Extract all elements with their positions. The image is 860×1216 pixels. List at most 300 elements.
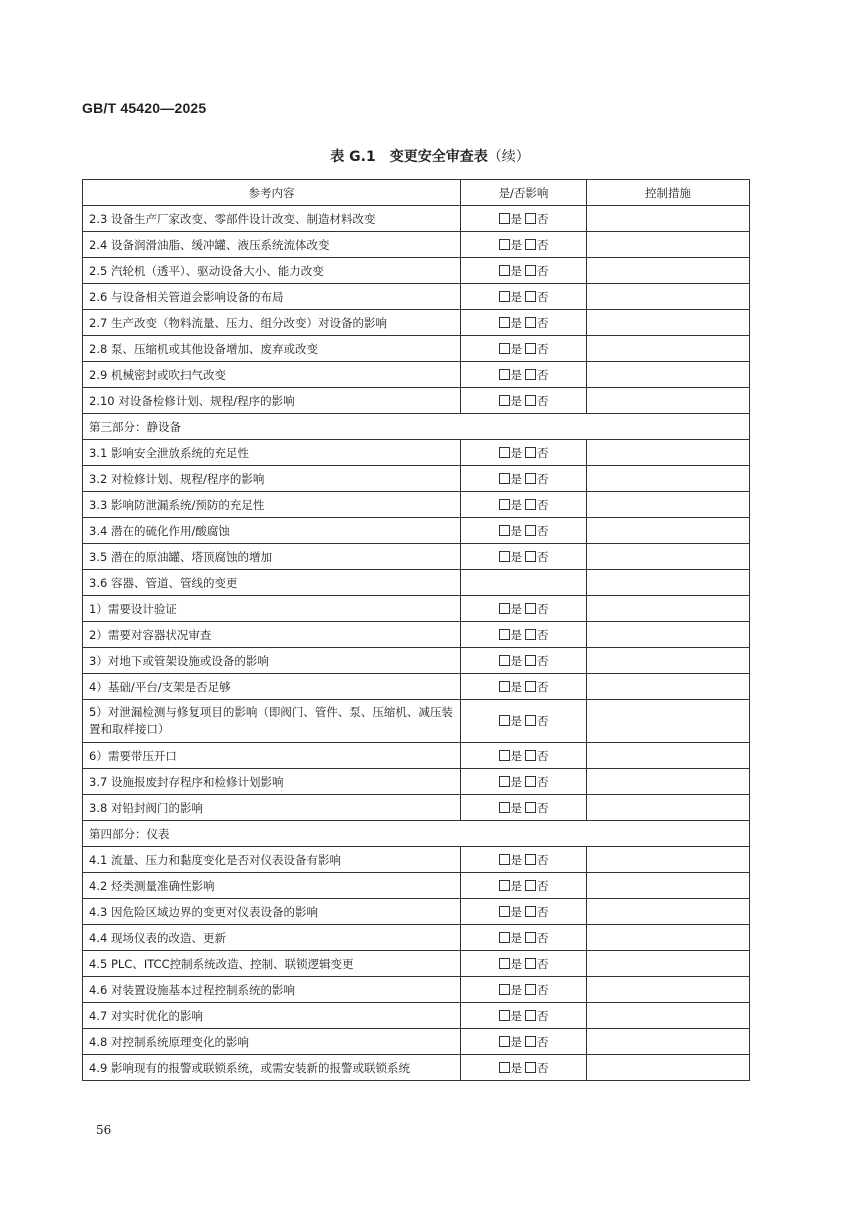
impact-option-yes[interactable]: [499, 852, 523, 868]
checkbox-label-yes: 是: [510, 627, 522, 642]
impact-option-no[interactable]: [525, 315, 549, 331]
checkbox-no[interactable]: [525, 854, 536, 865]
impact-option-yes[interactable]: [499, 878, 523, 894]
checkbox-yes[interactable]: [499, 681, 510, 692]
table-row: [83, 622, 750, 648]
checkbox-yes[interactable]: [499, 655, 510, 666]
checkbox-label-no: 否: [537, 653, 549, 668]
checkbox-label-yes: 是: [510, 341, 522, 356]
impact-option-yes[interactable]: [499, 679, 523, 695]
checkbox-label-yes: 是: [510, 237, 522, 252]
reference-content-cell: 3.7 设施报废封存程序和检修计划影响: [83, 769, 461, 795]
checkbox-label-no: 否: [537, 956, 549, 971]
impact-cell: [461, 847, 587, 873]
checkbox-label-yes: 是: [510, 774, 522, 789]
control-measure-cell[interactable]: [587, 206, 750, 232]
checkbox-label-yes: 是: [510, 1060, 522, 1075]
impact-option-yes[interactable]: [499, 393, 523, 409]
checkbox-label-no: 否: [537, 852, 549, 867]
table-title: [0, 146, 860, 166]
impact-cell: [461, 336, 587, 362]
control-measure-cell[interactable]: [587, 769, 750, 795]
reference-content-cell: 3.6 容器、管道、管线的变更: [83, 570, 461, 596]
checkbox-no[interactable]: [525, 369, 536, 380]
checkbox-label-yes: 是: [510, 982, 522, 997]
checkbox-yes[interactable]: [499, 932, 510, 943]
reference-content-cell: 3.8 对铅封阀门的影响: [83, 795, 461, 821]
checkbox-no[interactable]: [525, 880, 536, 891]
checkbox-yes[interactable]: [499, 395, 510, 406]
impact-cell: [461, 258, 587, 284]
checkbox-no[interactable]: [525, 213, 536, 224]
checkbox-yes[interactable]: [499, 715, 510, 726]
impact-option-yes[interactable]: [499, 341, 523, 357]
table-row: [83, 336, 750, 362]
checkbox-yes[interactable]: [499, 265, 510, 276]
impact-option-yes[interactable]: [499, 800, 523, 816]
reference-content-cell: 3.5 潜在的原油罐、塔顶腐蚀的增加: [83, 544, 461, 570]
table-row: [83, 769, 750, 795]
reference-content-cell: 4.7 对实时优化的影响: [83, 1003, 461, 1029]
control-measure-cell[interactable]: [587, 977, 750, 1003]
impact-option-yes[interactable]: [499, 713, 523, 730]
section-heading: 第三部分：静设备: [83, 414, 750, 440]
control-measure-cell[interactable]: [587, 1003, 750, 1029]
checkbox-label-no: 否: [537, 341, 549, 356]
table-row: [83, 743, 750, 769]
reference-content-cell: 4.9 影响现有的报警或联锁系统，或需安装新的报警或联锁系统: [83, 1055, 461, 1081]
reference-content-cell: 3.2 对检修计划、规程/程序的影响: [83, 466, 461, 492]
checkbox-label-yes: 是: [510, 393, 522, 408]
impact-option-no[interactable]: [525, 263, 549, 279]
checkbox-yes[interactable]: [499, 603, 510, 614]
impact-option-no[interactable]: [525, 367, 549, 383]
section-heading: 第四部分：仪表: [83, 821, 750, 847]
reference-content-cell: 2.10 对设备检修计划、规程/程序的影响: [83, 388, 461, 414]
reference-content-cell: 2）需要对容器状况审查: [83, 622, 461, 648]
impact-option-yes[interactable]: [499, 237, 523, 253]
section-row: [83, 821, 750, 847]
reference-content-cell: 3.1 影响安全泄放系统的充足性: [83, 440, 461, 466]
table-row: [83, 388, 750, 414]
checkbox-label-yes: 是: [510, 904, 522, 919]
control-measure-cell[interactable]: [587, 951, 750, 977]
impact-cell: [461, 873, 587, 899]
table-row: [83, 951, 750, 977]
table-row: [83, 258, 750, 284]
impact-cell: [461, 492, 587, 518]
checkbox-no[interactable]: [525, 343, 536, 354]
impact-cell: [461, 769, 587, 795]
impact-option-yes[interactable]: [499, 263, 523, 279]
checkbox-no[interactable]: [525, 1010, 536, 1021]
checkbox-yes[interactable]: [499, 317, 510, 328]
checkbox-no[interactable]: [525, 395, 536, 406]
impact-option-no[interactable]: [525, 982, 549, 998]
checkbox-label-no: 否: [537, 497, 549, 512]
checkbox-no[interactable]: [525, 1036, 536, 1047]
impact-option-yes[interactable]: [499, 289, 523, 305]
checkbox-label-yes: 是: [510, 1008, 522, 1023]
reference-content-cell: 4.6 对装置设施基本过程控制系统的影响: [83, 977, 461, 1003]
checkbox-yes[interactable]: [499, 1036, 510, 1047]
control-measure-cell[interactable]: [587, 873, 750, 899]
control-measure-cell[interactable]: [587, 258, 750, 284]
impact-cell: [461, 951, 587, 977]
checkbox-label-yes: 是: [510, 601, 522, 616]
impact-option-no[interactable]: [525, 471, 549, 487]
checkbox-label-yes: 是: [510, 852, 522, 867]
checkbox-label-no: 否: [537, 523, 549, 538]
reference-content-cell: 2.7 生产改变（物料流量、压力、组分改变）对设备的影响: [83, 310, 461, 336]
reference-content-cell: 2.8 泵、压缩机或其他设备增加、废弃或改变: [83, 336, 461, 362]
checkbox-yes[interactable]: [499, 854, 510, 865]
checkbox-yes[interactable]: [499, 213, 510, 224]
impact-option-no[interactable]: [525, 445, 549, 461]
impact-cell: [461, 310, 587, 336]
control-measure-cell[interactable]: [587, 700, 750, 743]
checkbox-label-yes: 是: [510, 800, 522, 815]
impact-cell: [461, 1029, 587, 1055]
checkbox-label-no: 否: [537, 904, 549, 919]
impact-option-yes[interactable]: [499, 956, 523, 972]
control-measure-cell[interactable]: [587, 847, 750, 873]
checkbox-label-no: 否: [537, 878, 549, 893]
impact-option-no[interactable]: [525, 289, 549, 305]
impact-option-no[interactable]: [525, 748, 549, 764]
control-measure-cell[interactable]: [587, 925, 750, 951]
table-row: [83, 466, 750, 492]
control-measure-cell[interactable]: [587, 466, 750, 492]
change-safety-review-table: [82, 179, 750, 1081]
page-number: 56: [96, 1123, 112, 1137]
control-measure-cell[interactable]: [587, 596, 750, 622]
impact-option-yes[interactable]: [499, 497, 523, 513]
impact-option-no[interactable]: [525, 653, 549, 669]
checkbox-no[interactable]: [525, 958, 536, 969]
impact-option-yes[interactable]: [499, 549, 523, 565]
checkbox-yes[interactable]: [499, 525, 510, 536]
checkbox-label-no: 否: [537, 1008, 549, 1023]
checkbox-label-yes: 是: [510, 1034, 522, 1049]
reference-content-cell: 3.4 潜在的硫化作用/酸腐蚀: [83, 518, 461, 544]
checkbox-no[interactable]: [525, 906, 536, 917]
checkbox-no[interactable]: [525, 473, 536, 484]
impact-cell: [461, 925, 587, 951]
impact-cell: [461, 232, 587, 258]
control-measure-cell[interactable]: [587, 622, 750, 648]
checkbox-no[interactable]: [525, 629, 536, 640]
impact-option-yes[interactable]: [499, 445, 523, 461]
section-row: [83, 414, 750, 440]
checkbox-no[interactable]: [525, 802, 536, 813]
impact-option-no[interactable]: [525, 393, 549, 409]
checkbox-yes[interactable]: [499, 776, 510, 787]
table-row: [83, 310, 750, 336]
control-measure-cell[interactable]: [587, 795, 750, 821]
table-row: [83, 544, 750, 570]
checkbox-label-yes: 是: [510, 471, 522, 486]
checkbox-label-yes: 是: [510, 930, 522, 945]
impact-cell: [461, 596, 587, 622]
reference-content-cell: 4.2 烃类测量准确性影响: [83, 873, 461, 899]
control-measure-cell[interactable]: [587, 492, 750, 518]
table-row: [83, 440, 750, 466]
table-row: [83, 977, 750, 1003]
impact-option-no[interactable]: [525, 523, 549, 539]
impact-option-no[interactable]: [525, 904, 549, 920]
impact-cell: [461, 388, 587, 414]
impact-cell: [461, 622, 587, 648]
impact-option-yes[interactable]: [499, 627, 523, 643]
table-row: [83, 700, 750, 743]
checkbox-label-no: 否: [537, 1034, 549, 1049]
control-measure-cell[interactable]: [587, 570, 750, 596]
control-measure-cell[interactable]: [587, 336, 750, 362]
impact-option-no[interactable]: [525, 627, 549, 643]
impact-cell: [461, 743, 587, 769]
checkbox-no[interactable]: [525, 1062, 536, 1073]
checkbox-label-no: 否: [537, 930, 549, 945]
impact-option-no[interactable]: [525, 601, 549, 617]
impact-option-yes[interactable]: [499, 1034, 523, 1050]
table-row: [83, 925, 750, 951]
impact-option-no[interactable]: [525, 211, 549, 227]
checkbox-no[interactable]: [525, 447, 536, 458]
checkbox-label-yes: 是: [510, 367, 522, 382]
impact-cell: [461, 466, 587, 492]
reference-content-cell: 4.4 现场仪表的改造、更新: [83, 925, 461, 951]
reference-content-cell: 3.3 影响防泄漏系统/预防的充足性: [83, 492, 461, 518]
impact-option-no[interactable]: [525, 713, 549, 730]
checkbox-yes[interactable]: [499, 750, 510, 761]
checkbox-label-yes: 是: [510, 748, 522, 763]
impact-option-no[interactable]: [525, 930, 549, 946]
impact-cell: [461, 1055, 587, 1081]
impact-cell: [461, 362, 587, 388]
reference-content-cell: 2.6 与设备相关管道会影响设备的布局: [83, 284, 461, 310]
checkbox-label-no: 否: [537, 263, 549, 278]
control-measure-cell[interactable]: [587, 440, 750, 466]
table-row: [83, 873, 750, 899]
checkbox-label-no: 否: [537, 393, 549, 408]
impact-option-no[interactable]: [525, 800, 549, 816]
impact-option-yes[interactable]: [499, 1060, 523, 1076]
impact-cell: [461, 206, 587, 232]
control-measure-cell[interactable]: [587, 232, 750, 258]
reference-content-cell: 4）基础/平台/支架是否足够: [83, 674, 461, 700]
reference-content-cell: 6）需要带压开口: [83, 743, 461, 769]
table-row: [83, 284, 750, 310]
checkbox-yes[interactable]: [499, 1062, 510, 1073]
column-header-measures: 控制措施: [587, 180, 750, 206]
checkbox-yes[interactable]: [499, 473, 510, 484]
checkbox-label-no: 否: [537, 982, 549, 997]
checkbox-yes[interactable]: [499, 629, 510, 640]
control-measure-cell[interactable]: [587, 1055, 750, 1081]
checkbox-label-yes: 是: [510, 315, 522, 330]
impact-option-no[interactable]: [525, 549, 549, 565]
checkbox-yes[interactable]: [499, 291, 510, 302]
impact-option-no[interactable]: [525, 1008, 549, 1024]
checkbox-no[interactable]: [525, 984, 536, 995]
impact-option-no[interactable]: [525, 1060, 549, 1076]
checkbox-yes[interactable]: [499, 343, 510, 354]
checkbox-label-no: 否: [537, 315, 549, 330]
table-row: [83, 1055, 750, 1081]
checkbox-no[interactable]: [525, 551, 536, 562]
checkbox-no[interactable]: [525, 317, 536, 328]
checkbox-yes[interactable]: [499, 551, 510, 562]
checkbox-no[interactable]: [525, 265, 536, 276]
impact-option-yes[interactable]: [499, 904, 523, 920]
impact-option-yes[interactable]: [499, 315, 523, 331]
impact-option-yes[interactable]: [499, 982, 523, 998]
impact-cell: [461, 795, 587, 821]
control-measure-cell[interactable]: [587, 1029, 750, 1055]
table-row: [83, 795, 750, 821]
impact-option-yes[interactable]: [499, 653, 523, 669]
table-row: [83, 596, 750, 622]
impact-option-yes[interactable]: [499, 748, 523, 764]
impact-option-yes[interactable]: [499, 211, 523, 227]
impact-cell: [461, 674, 587, 700]
table-row: [83, 674, 750, 700]
table-row: [83, 232, 750, 258]
checkbox-label-no: 否: [537, 445, 549, 460]
control-measure-cell[interactable]: [587, 674, 750, 700]
impact-cell: [461, 440, 587, 466]
checkbox-yes[interactable]: [499, 499, 510, 510]
checkbox-no[interactable]: [525, 776, 536, 787]
control-measure-cell[interactable]: [587, 899, 750, 925]
checkbox-yes[interactable]: [499, 958, 510, 969]
control-measure-cell[interactable]: [587, 518, 750, 544]
checkbox-label-yes: 是: [510, 653, 522, 668]
impact-option-no[interactable]: [525, 878, 549, 894]
checkbox-no[interactable]: [525, 239, 536, 250]
impact-cell: [461, 570, 587, 596]
impact-option-no[interactable]: [525, 341, 549, 357]
checkbox-label-no: 否: [537, 211, 549, 226]
checkbox-label-no: 否: [537, 549, 549, 564]
checkbox-label-yes: 是: [510, 549, 522, 564]
impact-cell: [461, 977, 587, 1003]
impact-option-no[interactable]: [525, 497, 549, 513]
table-row: [83, 518, 750, 544]
table-row: [83, 1003, 750, 1029]
table-row: [83, 899, 750, 925]
checkbox-label-no: 否: [537, 1060, 549, 1075]
control-measure-cell[interactable]: [587, 362, 750, 388]
checkbox-no[interactable]: [525, 603, 536, 614]
impact-option-yes[interactable]: [499, 930, 523, 946]
impact-option-yes[interactable]: [499, 471, 523, 487]
reference-content-cell: 2.9 机械密封或吹扫气改变: [83, 362, 461, 388]
reference-content-cell: 4.8 对控制系统原理变化的影响: [83, 1029, 461, 1055]
impact-option-yes[interactable]: [499, 601, 523, 617]
impact-option-no[interactable]: [525, 237, 549, 253]
checkbox-yes[interactable]: [499, 906, 510, 917]
control-measure-cell[interactable]: [587, 388, 750, 414]
checkbox-no[interactable]: [525, 499, 536, 510]
checkbox-label-no: 否: [537, 289, 549, 304]
impact-cell: [461, 284, 587, 310]
impact-cell: [461, 899, 587, 925]
impact-option-yes[interactable]: [499, 1008, 523, 1024]
table-title-main: 表 G.1 变更安全审查表: [330, 149, 488, 165]
reference-content-cell: 3）对地下或管架设施或设备的影响: [83, 648, 461, 674]
checkbox-no[interactable]: [525, 655, 536, 666]
impact-option-no[interactable]: [525, 1034, 549, 1050]
checkbox-no[interactable]: [525, 750, 536, 761]
table-body: [83, 206, 750, 1081]
control-measure-cell[interactable]: [587, 284, 750, 310]
checkbox-label-yes: 是: [510, 679, 522, 694]
checkbox-no[interactable]: [525, 932, 536, 943]
reference-content-cell: 1）需要设计验证: [83, 596, 461, 622]
checkbox-label-no: 否: [537, 748, 549, 763]
impact-cell: [461, 518, 587, 544]
table-row: [83, 492, 750, 518]
impact-option-yes[interactable]: [499, 774, 523, 790]
impact-cell: [461, 544, 587, 570]
checkbox-no[interactable]: [525, 681, 536, 692]
document-code: GB/T 45420—2025: [82, 100, 207, 116]
checkbox-yes[interactable]: [499, 1010, 510, 1021]
checkbox-yes[interactable]: [499, 369, 510, 380]
checkbox-label-no: 否: [537, 471, 549, 486]
checkbox-yes[interactable]: [499, 880, 510, 891]
checkbox-label-yes: 是: [510, 497, 522, 512]
table-row: [83, 570, 750, 596]
checkbox-label-no: 否: [537, 367, 549, 382]
checkbox-yes[interactable]: [499, 239, 510, 250]
impact-cell: [461, 700, 587, 743]
impact-option-no[interactable]: [525, 852, 549, 868]
checkbox-label-no: 否: [537, 237, 549, 252]
checkbox-yes[interactable]: [499, 802, 510, 813]
checkbox-yes[interactable]: [499, 447, 510, 458]
reference-content-cell: 2.5 汽轮机（透平）、驱动设备大小、能力改变: [83, 258, 461, 284]
table-row: [83, 206, 750, 232]
checkbox-label-no: 否: [537, 627, 549, 642]
impact-option-no[interactable]: [525, 679, 549, 695]
column-header-content: 参考内容: [83, 180, 461, 206]
checkbox-no[interactable]: [525, 291, 536, 302]
impact-option-no[interactable]: [525, 774, 549, 790]
checkbox-label-yes: 是: [510, 523, 522, 538]
impact-option-yes[interactable]: [499, 523, 523, 539]
control-measure-cell[interactable]: [587, 310, 750, 336]
table-header-row: [83, 180, 750, 206]
checkbox-label-no: 否: [537, 601, 549, 616]
impact-option-no[interactable]: [525, 956, 549, 972]
control-measure-cell[interactable]: [587, 544, 750, 570]
checkbox-label-no: 否: [537, 713, 549, 728]
checkbox-no[interactable]: [525, 525, 536, 536]
table-row: [83, 1029, 750, 1055]
checkbox-label-yes: 是: [510, 713, 522, 728]
impact-option-yes[interactable]: [499, 367, 523, 383]
checkbox-label-yes: 是: [510, 289, 522, 304]
checkbox-label-no: 否: [537, 800, 549, 815]
control-measure-cell[interactable]: [587, 743, 750, 769]
checkbox-label-yes: 是: [510, 445, 522, 460]
control-measure-cell[interactable]: [587, 648, 750, 674]
checkbox-no[interactable]: [525, 715, 536, 726]
checkbox-yes[interactable]: [499, 984, 510, 995]
